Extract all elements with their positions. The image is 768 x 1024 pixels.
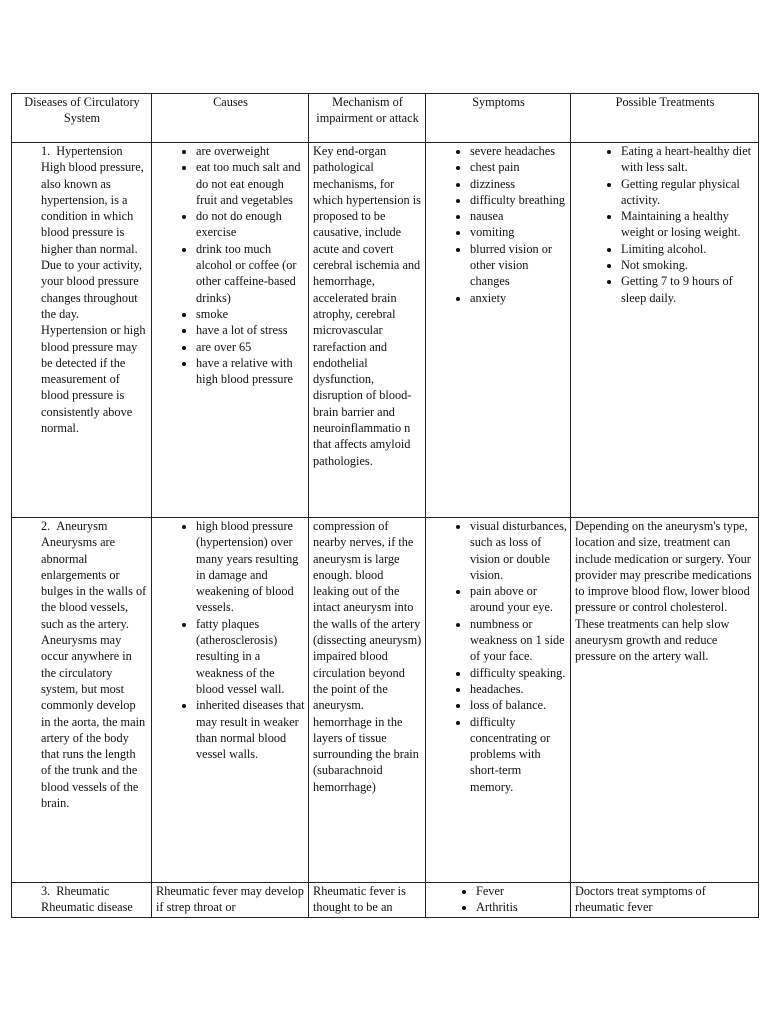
list-item: • Not smoking. xyxy=(621,257,755,273)
treatments-list xyxy=(575,143,755,306)
list-item: • Getting 7 to 9 hours of sleep daily. xyxy=(621,273,755,306)
symptoms-cell xyxy=(426,518,571,883)
disease-number: 1. xyxy=(41,144,51,158)
disease-title xyxy=(16,143,148,159)
disease-number: 2. xyxy=(41,519,51,533)
list-item: • Eating a heart-healthy diet with less salt. xyxy=(621,143,755,176)
causes-list xyxy=(156,518,305,762)
mechanism-cell: compression of nearby nerves, if the aneurysm is large enough. blood leaking out of the intact aneurysm into the walls of the artery (dissecting aneurysm) impaired blood circulation beyond the point of the aneurysm. hemorrhage in the layers of tissue surrounding the brain (subarachnoid hemorrhage) xyxy=(309,518,426,883)
list-item: • difficulty speaking. xyxy=(470,665,567,681)
disease-description: Aneurysms are abnormal enlargements or bulges in the walls of the blood vessels, such as the artery. Aneurysms may occur anywhere in the circulatory system, but most commonly develop in the aorta, the main artery of the body that runs the length of the trunk and the blood vessels of the brain. xyxy=(41,535,147,811)
list-item: • eat too much salt and do not eat enough fruit and vegetables xyxy=(196,159,305,208)
list-item: • numbness or weakness on 1 side of your face. xyxy=(470,616,567,665)
causes-list xyxy=(156,143,305,387)
header-treatments: Possible Treatments xyxy=(571,94,759,143)
list-item: • vomiting xyxy=(470,224,567,240)
header-symptoms: Symptoms xyxy=(426,94,571,143)
table-row xyxy=(12,518,759,883)
disease-cell xyxy=(12,883,152,918)
list-item: • high blood pressure (hypertension) over many years resulting in damage and weakening of blood vessels. xyxy=(196,518,305,616)
list-item: • do not do enough exercise xyxy=(196,208,305,241)
symptoms-list xyxy=(430,883,567,916)
list-item: • headaches. xyxy=(470,681,567,697)
causes-cell xyxy=(152,143,309,518)
list-item: • blurred vision or other vision changes xyxy=(470,241,567,290)
list-item: • anxiety xyxy=(470,290,567,306)
causes-cell: Rheumatic fever may develop if strep throat or xyxy=(152,883,309,918)
symptoms-cell xyxy=(426,883,571,918)
list-item: • Arthritis xyxy=(476,899,567,915)
list-item: • have a relative with high blood pressure xyxy=(196,355,305,388)
header-causes: Causes xyxy=(152,94,309,143)
disease-number: 3. xyxy=(41,884,51,898)
list-item: • visual disturbances, such as loss of vision or double vision. xyxy=(470,518,567,583)
list-item: • smoke xyxy=(196,306,305,322)
list-item: • fatty plaques (atherosclerosis) resulting in a weakness of the blood vessel wall. xyxy=(196,616,305,697)
mechanism-cell: Rheumatic fever is thought to be an xyxy=(309,883,426,918)
list-item: • are overweight xyxy=(196,143,305,159)
diseases-table xyxy=(11,93,759,918)
disease-description: High blood pressure, also known as hypertension, is a condition in which blood pressure is higher than normal. Due to your activity, your blood pressure changes throughout the day. Hypertension or high blood pressure may be detected if the measurement of blood pressure is consistently above normal. xyxy=(41,160,146,436)
list-item: • drink too much alcohol or coffee (or other caffeine-based drinks) xyxy=(196,241,305,306)
symptoms-list xyxy=(430,143,567,306)
disease-name: Aneurysm xyxy=(56,519,108,533)
list-item: • difficulty breathing xyxy=(470,192,567,208)
table-row xyxy=(12,883,759,918)
header-diseases: Diseases of Circulatory System xyxy=(12,94,152,143)
list-item: • dizziness xyxy=(470,176,567,192)
list-item: • have a lot of stress xyxy=(196,322,305,338)
treatments-cell: Doctors treat symptoms of rheumatic fever xyxy=(571,883,759,918)
list-item: • difficulty concentrating or problems with short-term memory. xyxy=(470,714,567,795)
treatments-cell xyxy=(571,143,759,518)
causes-cell xyxy=(152,518,309,883)
list-item: • loss of balance. xyxy=(470,697,567,713)
disease-title xyxy=(16,883,148,899)
header-mechanism: Mechanism of impairment or attack xyxy=(309,94,426,143)
list-item: • Maintaining a healthy weight or losing weight. xyxy=(621,208,755,241)
list-item: • Limiting alcohol. xyxy=(621,241,755,257)
table-row xyxy=(12,143,759,518)
disease-description: Rheumatic disease xyxy=(41,900,133,915)
list-item: • nausea xyxy=(470,208,567,224)
disease-title xyxy=(16,518,148,534)
list-item: • are over 65 xyxy=(196,339,305,355)
disease-name: Rheumatic xyxy=(56,884,110,898)
symptoms-list xyxy=(430,518,567,795)
disease-cell xyxy=(12,518,152,883)
treatments-cell: Depending on the aneurysm's type, location and size, treatment can include medication or surgery. Your provider may prescribe medications to improve blood flow, lower blood pressure or control cholesterol. These treatments can help slow aneurysm growth and reduce pressure on the artery wall. xyxy=(571,518,759,883)
mechanism-cell: Key end-organ pathological mechanisms, for which hypertension is proposed to be causative, include acute and covert cerebral ischemia and hemorrhage, accelerated brain atrophy, cerebral microvascular rarefaction and endothelial dysfunction, disruption of blood-brain barrier and neuroinflammatio n that affects amyloid pathologies. xyxy=(309,143,426,518)
list-item: • inherited diseases that may result in weaker than normal blood vessel walls. xyxy=(196,697,305,762)
header-row xyxy=(12,94,759,143)
disease-cell xyxy=(12,143,152,518)
disease-name: Hypertension xyxy=(56,144,123,158)
list-item: • chest pain xyxy=(470,159,567,175)
list-item: • pain above or around your eye. xyxy=(470,583,567,616)
list-item: • Getting regular physical activity. xyxy=(621,176,755,209)
list-item: • Fever xyxy=(476,883,567,899)
symptoms-cell xyxy=(426,143,571,518)
list-item: • severe headaches xyxy=(470,143,567,159)
